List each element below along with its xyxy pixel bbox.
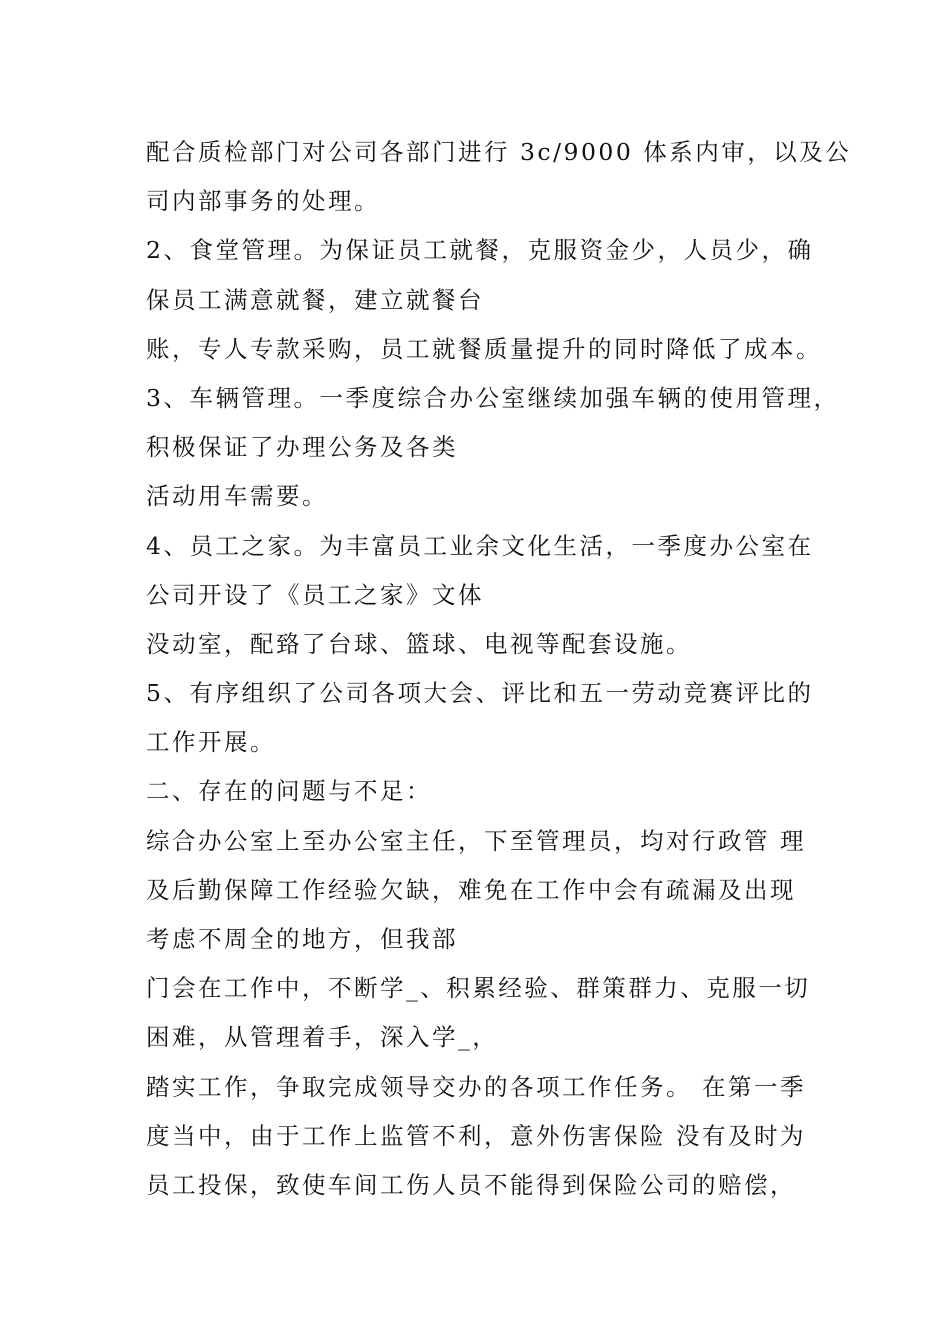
text-line: 工作开展。 — [146, 728, 276, 757]
text-line: 困难，从管理着手，深入学_， — [146, 1023, 499, 1052]
text-line: 活动用车需要。 — [146, 482, 328, 511]
text-line: 2、食堂管理。为保证员工就餐，克服资金少，人员少，确 — [146, 236, 814, 265]
text-line: 考虑不周全的地方，但我部 — [146, 925, 458, 953]
text-line: 门会在工作中，不断学_、积累经验、群策群力、克服一切 — [146, 974, 811, 1003]
text-line: 账，专人专款采购，员工就餐质量提升的同时降低了成本。 — [146, 334, 822, 363]
text-line: 配合质检部门对公司各部门进行 3c/9000 体系内审，以及公 — [146, 138, 852, 166]
document-body — [146, 128, 852, 1210]
text-line: 踏实工作，争取完成领导交办的各项工作任务。 在第一季 — [146, 1072, 806, 1101]
text-line: 3、车辆管理。一季度综合办公室继续加强车辆的使用管理， — [146, 383, 840, 412]
text-line: 没动室，配臵了台球、篮球、电视等配套设施。 — [146, 629, 692, 658]
text-line: 司内部事务的处理。 — [146, 187, 380, 216]
text-line: 及后勤保障工作经验欠缺，难免在工作中会有疏漏及出现 — [146, 875, 796, 904]
text-line: 综合办公室上至办公室主任，下至管理员，均对行政管 理 — [146, 826, 806, 855]
text-line: 4、员工之家。为丰富员工业余文化生活，一季度办公室在 — [146, 531, 814, 560]
text-line: 保员工满意就餐，建立就餐台 — [146, 285, 484, 314]
text-line: 公司开设了《员工之家》文体 — [146, 580, 484, 609]
text-line: 积极保证了办理公务及各类 — [146, 433, 458, 462]
section-heading: 二、存在的问题与不足： — [146, 777, 432, 806]
text-line: 5、有序组织了公司各项大会、评比和五一劳动竞赛评比的 — [146, 679, 814, 708]
text-line: 度当中，由于工作上监管不利，意外伤害保险 没有及时为 — [146, 1121, 806, 1150]
text-line: 员工投保，致使车间工伤人员不能得到保险公司的赔偿， — [146, 1170, 796, 1199]
